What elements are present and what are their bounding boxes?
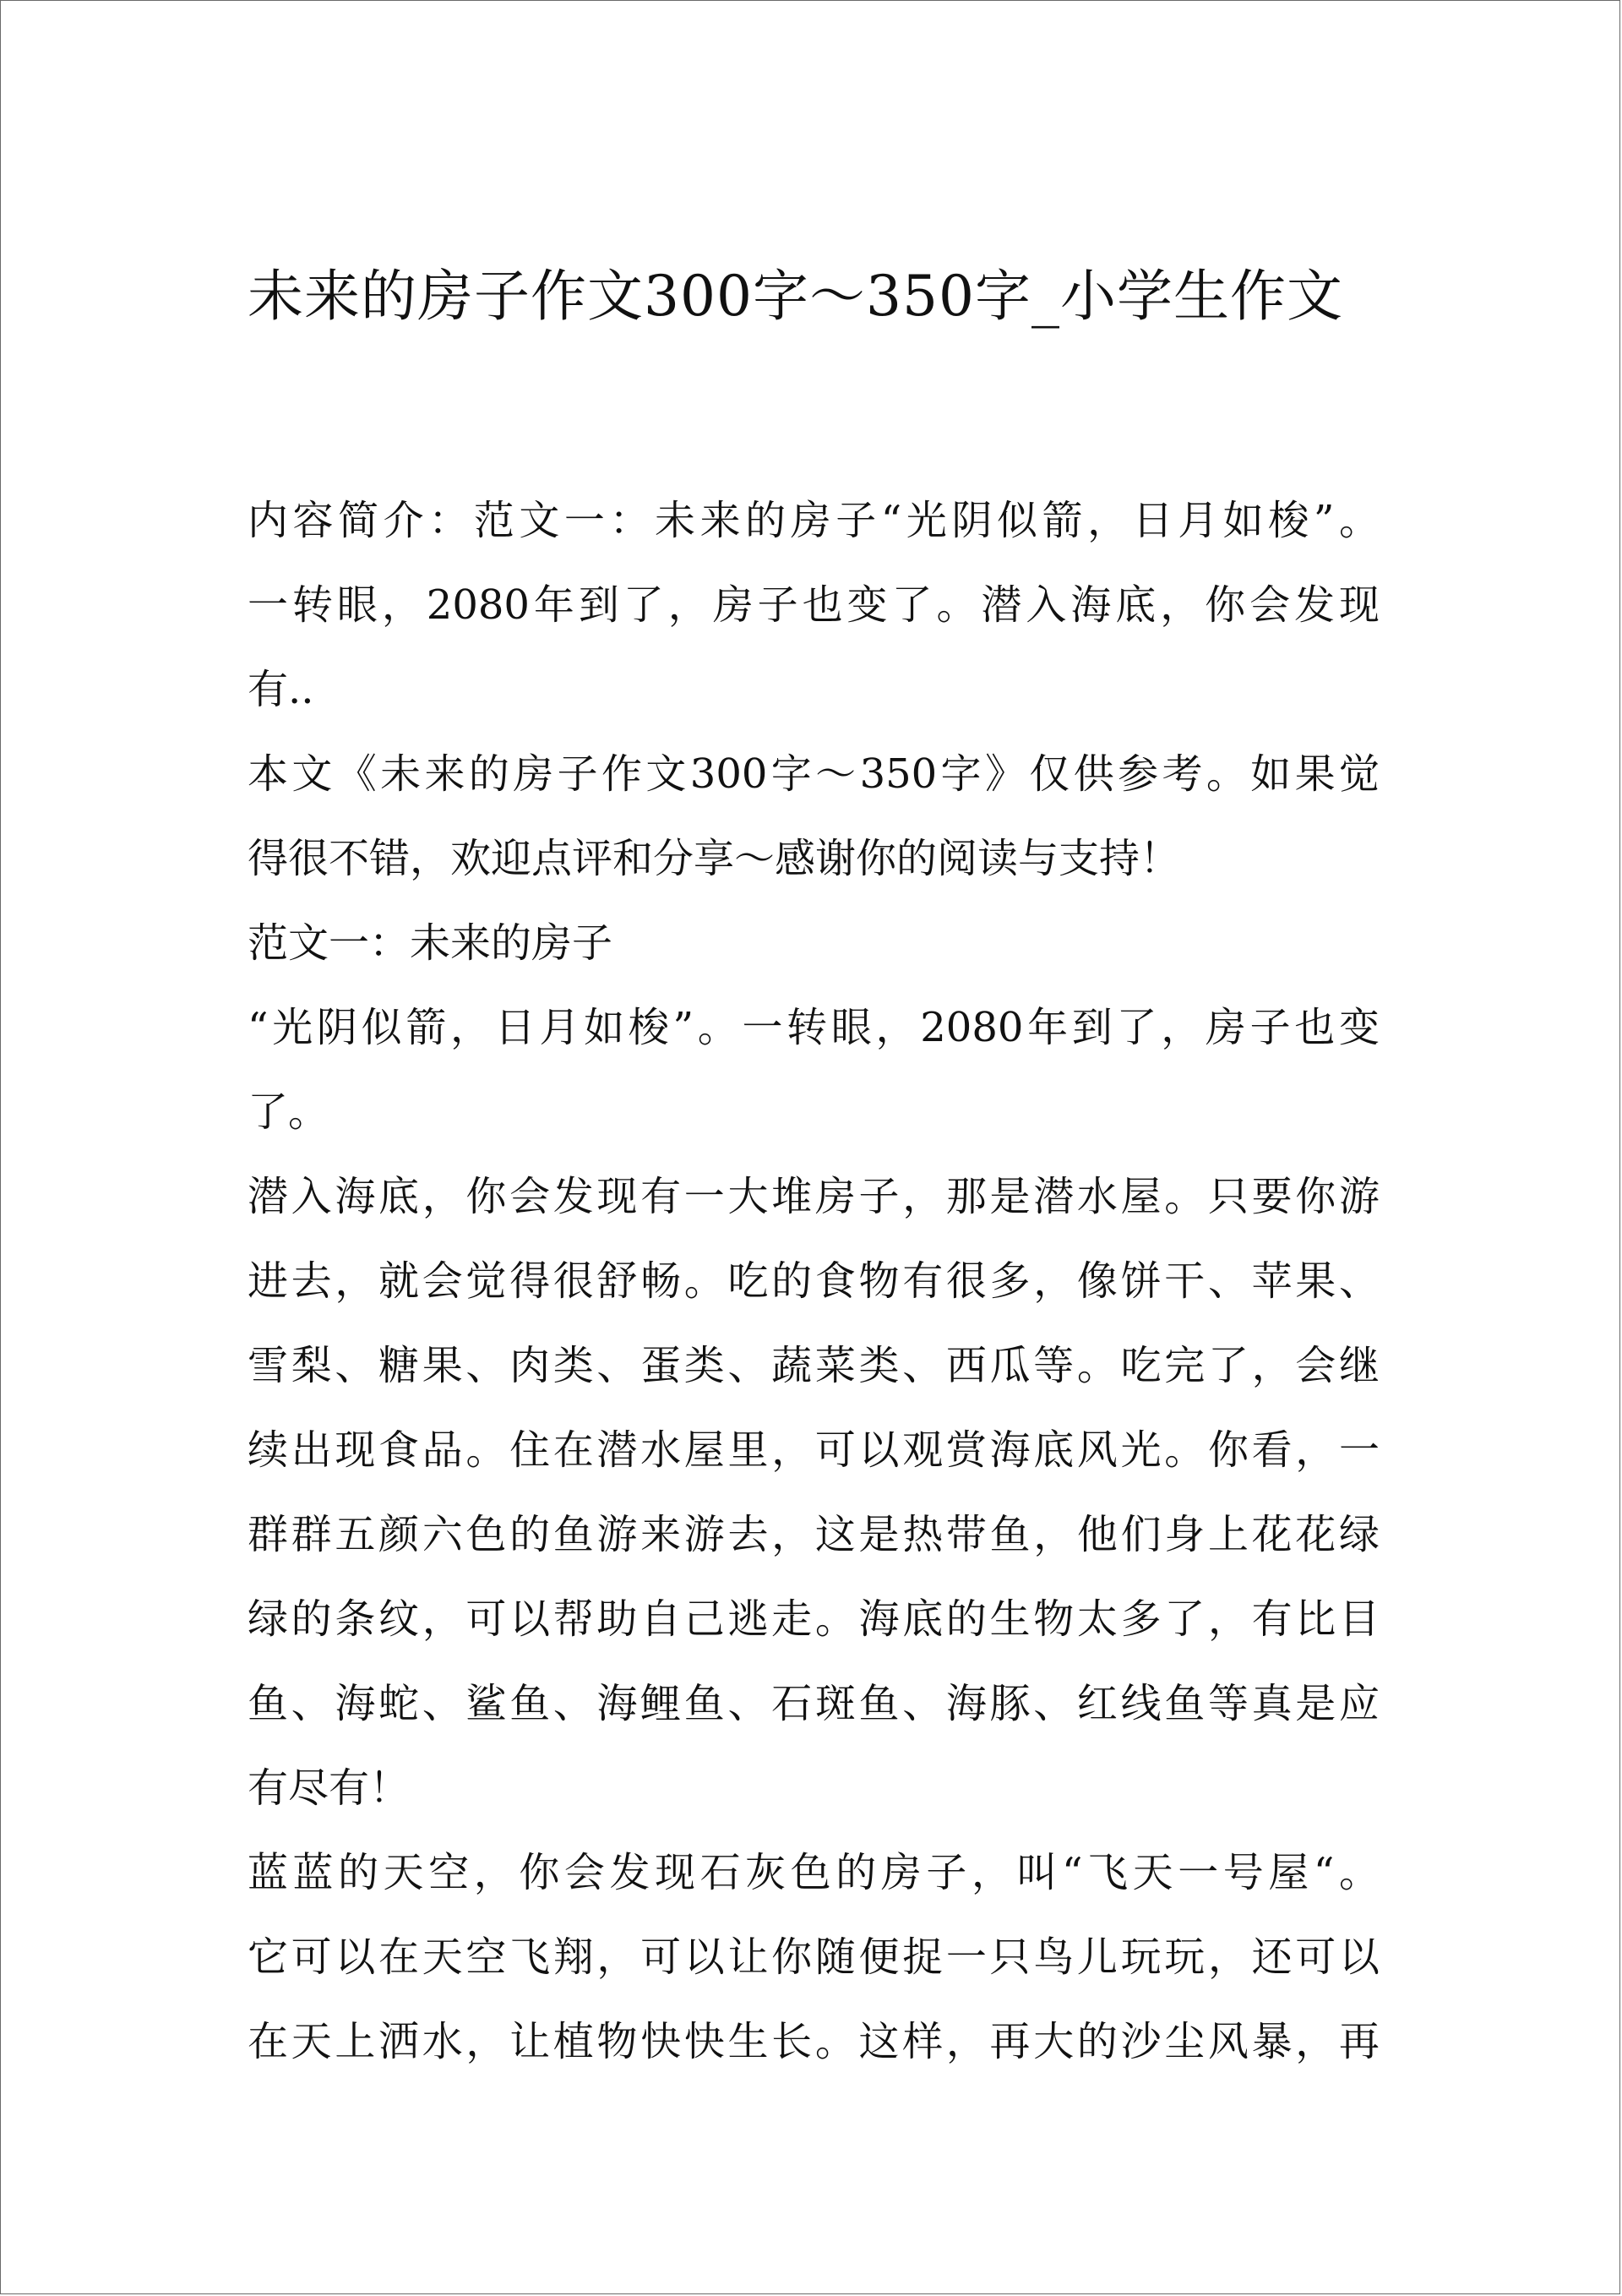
text-line: 一转眼，2080年到了，房子也变了。潜入海底，你会发现 [248, 581, 1380, 629]
text-line: 本文《未来的房子作文300字～350字》仅供参考。如果觉 [248, 750, 1380, 798]
text-line: 内容简介：范文一：未来的房子“光阴似箭，日月如梭”。 [248, 497, 1380, 544]
document-title: 未来的房子作文300字～350字_小学生作文 [248, 264, 1343, 329]
text-line: 潜入海底，你会发现有一大堆房子，那是潜水屋。只要你游 [248, 1173, 1380, 1220]
text-line: 进去，就会觉得很舒畅。吃的食物有很多，像饼干、苹果、 [248, 1257, 1380, 1305]
text-line: 它可以在天空飞翔，可以让你随便捉一只鸟儿玩玩，还可以 [248, 1933, 1380, 1981]
text-line: 有尽有！ [248, 1764, 411, 1812]
text-line: 范文一：未来的房子 [248, 919, 613, 967]
text-line: 得很不错，欢迎点评和分享～感谢你的阅读与支持！ [248, 835, 1181, 882]
text-line: 鱼、海蛇、鲨鱼、海鲤鱼、石斑鱼、海豚、红线鱼等真是应 [248, 1680, 1380, 1727]
text-line: “光阴似箭，日月如梭”。一转眼，2080年到了，房子也变 [248, 1004, 1380, 1051]
document-body [248, 478, 1380, 2084]
text-line: 群群五颜六色的鱼游来游去，这是热带鱼，他们身上花花绿 [248, 1511, 1380, 1558]
text-line: 了。 [248, 1088, 329, 1136]
text-line: 在天上洒水，让植物快快生长。这样，再大的沙尘风暴，再 [248, 2018, 1380, 2065]
text-line: 绿的条纹，可以帮助自己逃走。海底的生物太多了，有比目 [248, 1595, 1380, 1643]
text-line: 有.. [248, 666, 314, 713]
text-line: 蓝蓝的天空，你会发现石灰色的房子，叫“飞天一号屋“。 [248, 1849, 1380, 1896]
text-line: 雪梨、糖果、肉类、蛋类、蔬菜类、西瓜等。吃完了，会继 [248, 1342, 1380, 1389]
text-line: 续出现食品。住在潜水屋里，可以观赏海底风光。你看，一 [248, 1426, 1380, 1474]
